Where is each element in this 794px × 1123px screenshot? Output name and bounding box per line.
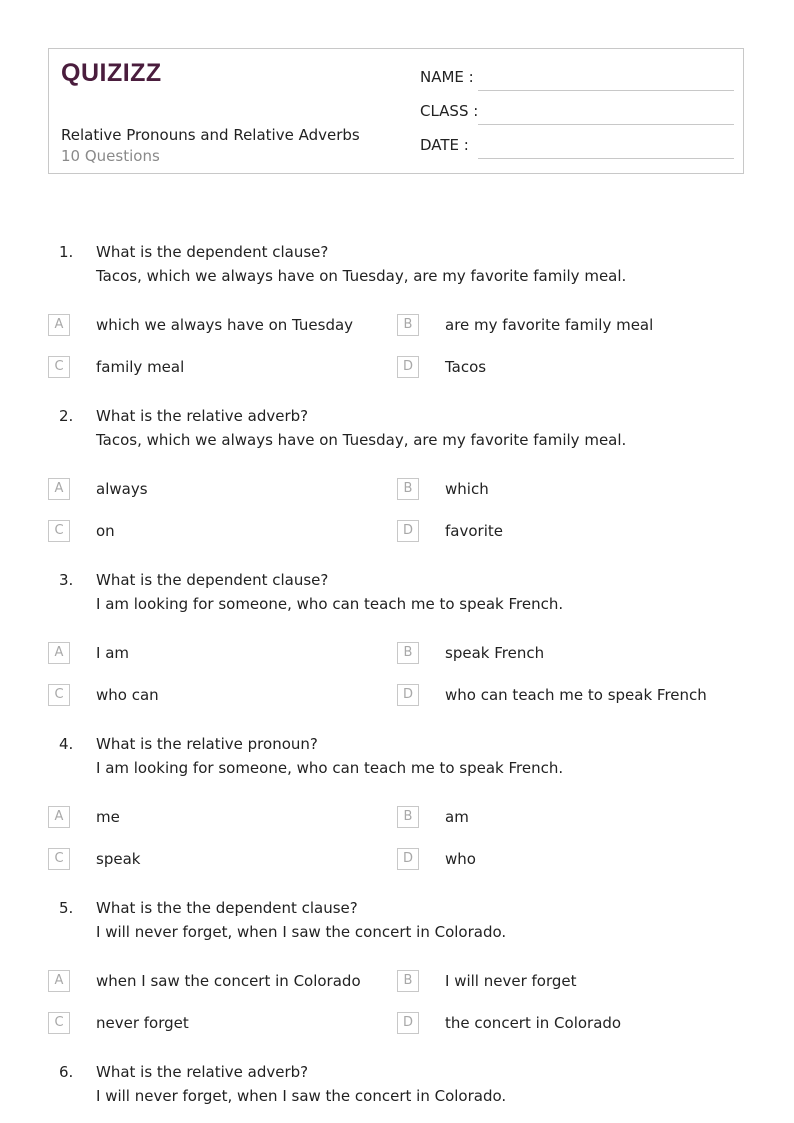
class-field[interactable] <box>420 101 734 125</box>
question-sentence: I am looking for someone, who can teach me to speak French. <box>96 759 564 777</box>
option-text: I will never forget <box>445 972 577 990</box>
option-text: I am <box>96 644 129 662</box>
option-text: speak <box>96 850 141 868</box>
option-letter: D <box>397 520 419 542</box>
option-letter: B <box>397 478 419 500</box>
option-text: who can teach me to speak French <box>445 686 707 704</box>
worksheet-header <box>48 48 744 174</box>
question-prompt: What is the dependent clause? <box>96 243 329 261</box>
question-number: 1. <box>59 243 74 261</box>
quizizz-logo: QUIZIZZ <box>61 59 162 87</box>
option-letter: B <box>397 970 419 992</box>
name-line[interactable] <box>478 90 734 91</box>
option-letter: C <box>48 1012 70 1034</box>
option-text: always <box>96 480 148 498</box>
option-letter: B <box>397 314 419 336</box>
date-line[interactable] <box>478 158 734 159</box>
option-text: who <box>445 850 476 868</box>
option-letter: A <box>48 314 70 336</box>
question-number: 6. <box>59 1063 74 1081</box>
question-sentence: Tacos, which we always have on Tuesday, are my favorite family meal. <box>96 267 627 285</box>
option-text: the concert in Colorado <box>445 1014 622 1032</box>
name-label: NAME : <box>420 68 474 86</box>
question-sentence: I will never forget, when I saw the concert in Colorado. <box>96 923 507 941</box>
option-text: never forget <box>96 1014 189 1032</box>
class-line[interactable] <box>478 124 734 125</box>
question-number: 5. <box>59 899 74 917</box>
option-text: on <box>96 522 115 540</box>
option-letter: C <box>48 356 70 378</box>
date-field[interactable] <box>420 135 734 159</box>
question-number: 4. <box>59 735 74 753</box>
option-letter: A <box>48 478 70 500</box>
option-letter: D <box>397 1012 419 1034</box>
option-text: favorite <box>445 522 503 540</box>
option-letter: C <box>48 684 70 706</box>
question-sentence: Tacos, which we always have on Tuesday, are my favorite family meal. <box>96 431 627 449</box>
option-letter: A <box>48 806 70 828</box>
option-text: which we always have on Tuesday <box>96 316 354 334</box>
option-text: Tacos <box>445 358 487 376</box>
option-text: are my favorite family meal <box>445 316 654 334</box>
option-text: am <box>445 808 469 826</box>
option-text: me <box>96 808 120 826</box>
question-number: 2. <box>59 407 74 425</box>
option-letter: A <box>48 642 70 664</box>
name-field[interactable] <box>420 67 734 91</box>
option-letter: C <box>48 520 70 542</box>
option-text: who can <box>96 686 159 704</box>
option-letter: B <box>397 642 419 664</box>
worksheet-title: Relative Pronouns and Relative Adverbs <box>61 126 360 144</box>
option-text: when I saw the concert in Colorado <box>96 972 361 990</box>
question-prompt: What is the relative pronoun? <box>96 735 318 753</box>
option-text: family meal <box>96 358 185 376</box>
question-number: 3. <box>59 571 74 589</box>
option-letter: D <box>397 684 419 706</box>
date-label: DATE : <box>420 136 469 154</box>
option-letter: D <box>397 848 419 870</box>
question-prompt: What is the relative adverb? <box>96 1063 309 1081</box>
question-sentence: I am looking for someone, who can teach me to speak French. <box>96 595 564 613</box>
option-letter: B <box>397 806 419 828</box>
question-sentence: I will never forget, when I saw the concert in Colorado. <box>96 1087 507 1105</box>
question-prompt: What is the dependent clause? <box>96 571 329 589</box>
option-text: which <box>445 480 489 498</box>
option-letter: A <box>48 970 70 992</box>
question-prompt: What is the the dependent clause? <box>96 899 358 917</box>
option-letter: D <box>397 356 419 378</box>
class-label: CLASS : <box>420 102 479 120</box>
option-letter: C <box>48 848 70 870</box>
question-prompt: What is the relative adverb? <box>96 407 309 425</box>
question-count: 10 Questions <box>61 147 160 165</box>
option-text: speak French <box>445 644 545 662</box>
